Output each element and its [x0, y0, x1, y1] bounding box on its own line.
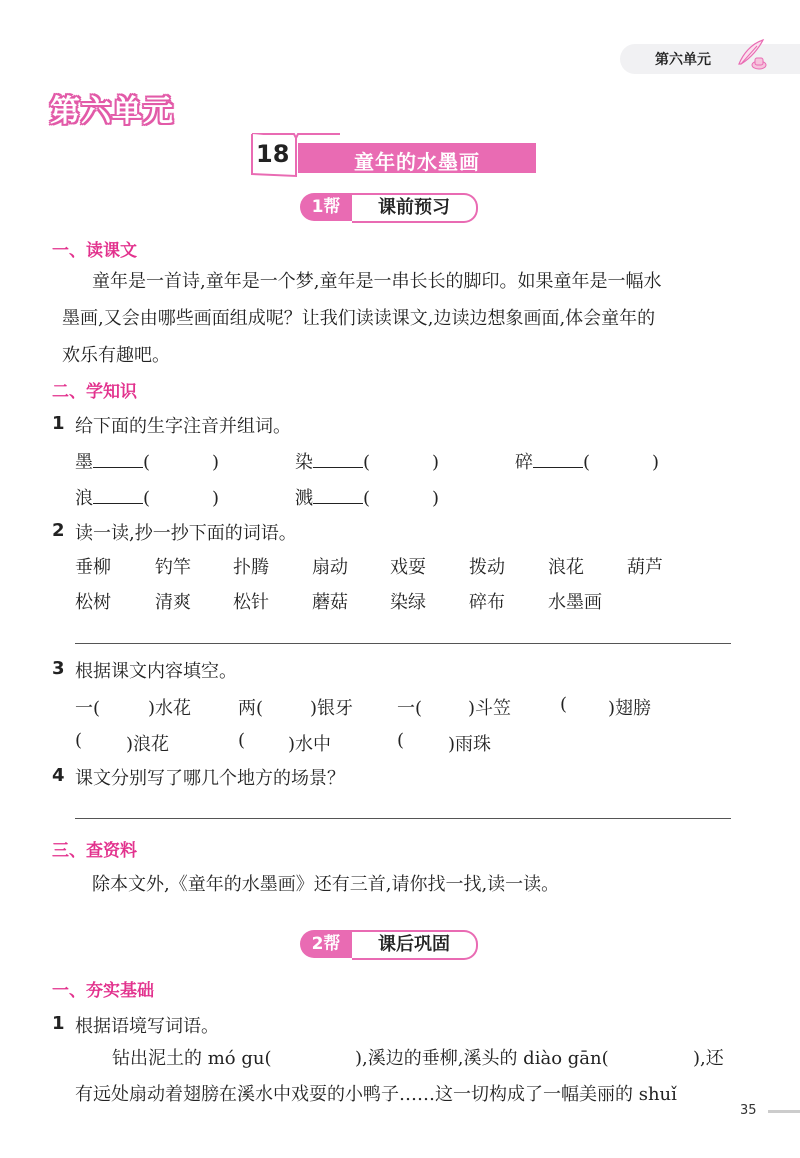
word: 清爽 [155, 592, 191, 613]
word: 拨动 [469, 557, 505, 578]
question-text: 根据课文内容填空。 [75, 661, 237, 682]
lesson-title: 童年的水墨画 [354, 150, 480, 174]
char: 墨 [75, 452, 93, 473]
pinyin-item [295, 484, 439, 510]
fill-open: ( [238, 730, 246, 751]
word: 扑腾 [233, 557, 269, 578]
help-badge: 1帮 [300, 193, 352, 221]
fill-open: 一( [397, 698, 423, 719]
pinyin-item [295, 448, 439, 474]
char: 浪 [75, 488, 93, 509]
fill-close: )翅膀 [608, 698, 652, 719]
context-text: 钻出泥土的 mó gu( [112, 1048, 272, 1069]
help-label: 课前预习 [352, 193, 478, 223]
context-text: ),溪边的垂柳,溪头的 diào gān( [355, 1048, 609, 1069]
fill-close: )雨珠 [448, 734, 492, 755]
paragraph-line: 欢乐有趣吧。 [62, 345, 170, 366]
writing-line[interactable] [75, 818, 731, 819]
paren: ) [432, 452, 440, 473]
word: 松针 [233, 592, 269, 613]
help-badge: 2帮 [300, 930, 352, 958]
paren: ( [143, 488, 151, 509]
paren: ) [212, 488, 220, 509]
page-number: 35 [740, 1103, 757, 1118]
answer-blank[interactable] [93, 451, 143, 468]
writing-line[interactable] [75, 643, 731, 644]
section-title: 二、学知识 [52, 382, 137, 402]
paren: ) [652, 452, 660, 473]
paren: ( [363, 452, 371, 473]
word: 钓竿 [155, 557, 191, 578]
paren: ( [143, 452, 151, 473]
answer-blank[interactable] [533, 451, 583, 468]
word: 戏耍 [390, 557, 426, 578]
fill-open: ( [560, 694, 568, 715]
word: 水墨画 [548, 592, 602, 613]
word: 垂柳 [75, 557, 111, 578]
lesson-number: 18 [256, 140, 290, 168]
question-text: 课文分别写了哪几个地方的场景？ [75, 768, 345, 789]
question-text: 读一读,抄一抄下面的词语。 [75, 523, 297, 544]
word: 浪花 [548, 557, 584, 578]
section-title: 三、查资料 [52, 841, 137, 861]
fill-close: )水中 [288, 734, 332, 755]
context-text: 有远处扇动着翅膀在溪水中戏耍的小鸭子……这一切构成了一幅美丽的 shuǐ [75, 1084, 677, 1105]
fill-close: )浪花 [126, 734, 170, 755]
help-2-header [300, 930, 478, 960]
quill-and-inkpot-icon [733, 36, 769, 76]
char: 染 [295, 452, 313, 473]
paren: ( [583, 452, 591, 473]
word: 蘑菇 [312, 592, 348, 613]
question-number: 4 [52, 765, 65, 786]
question-number: 1 [52, 1013, 65, 1034]
paragraph-line: 童年是一首诗,童年是一个梦,童年是一串长长的脚印。如果童年是一幅水 [92, 271, 662, 292]
pinyin-item [75, 448, 219, 474]
pinyin-item [75, 484, 219, 510]
question-text: 给下面的生字注音并组词。 [75, 416, 291, 437]
question-text: 根据语境写词语。 [75, 1016, 219, 1037]
context-text: ),还 [693, 1048, 724, 1069]
fill-open: ( [75, 730, 83, 751]
question-number: 3 [52, 658, 65, 679]
fill-open: 一( [75, 698, 101, 719]
fill-open: 两( [238, 698, 264, 719]
fill-close: )银牙 [310, 698, 354, 719]
answer-blank[interactable] [313, 487, 363, 504]
question-number: 1 [52, 413, 65, 434]
page-number-bar [768, 1110, 800, 1113]
section-title: 一、读课文 [52, 241, 137, 261]
char: 溅 [295, 488, 313, 509]
char: 碎 [515, 452, 533, 473]
word: 染绿 [390, 592, 426, 613]
paren: ) [432, 488, 440, 509]
help-label: 课后巩固 [352, 930, 478, 960]
answer-blank[interactable] [313, 451, 363, 468]
section-title: 一、夯实基础 [52, 981, 154, 1001]
help-1-header [300, 193, 478, 223]
paren: ( [363, 488, 371, 509]
fill-close: )斗笠 [468, 698, 512, 719]
fill-close: )水花 [148, 698, 192, 719]
word: 碎布 [469, 592, 505, 613]
word: 葫芦 [627, 557, 663, 578]
fill-open: ( [397, 730, 405, 751]
pinyin-item [515, 448, 659, 474]
word: 松树 [75, 592, 111, 613]
answer-blank[interactable] [93, 487, 143, 504]
paragraph-line: 除本文外,《童年的水墨画》还有三首,请你找一找,读一读。 [92, 874, 560, 895]
word: 扇动 [312, 557, 348, 578]
paragraph-line: 墨画,又会由哪些画面组成呢？让我们读读课文,边读边想象画面,体会童年的 [62, 308, 656, 329]
unit-title: 第六单元 [50, 94, 174, 129]
paren: ) [212, 452, 220, 473]
question-number: 2 [52, 520, 65, 541]
running-header: 第六单元 [655, 52, 711, 68]
